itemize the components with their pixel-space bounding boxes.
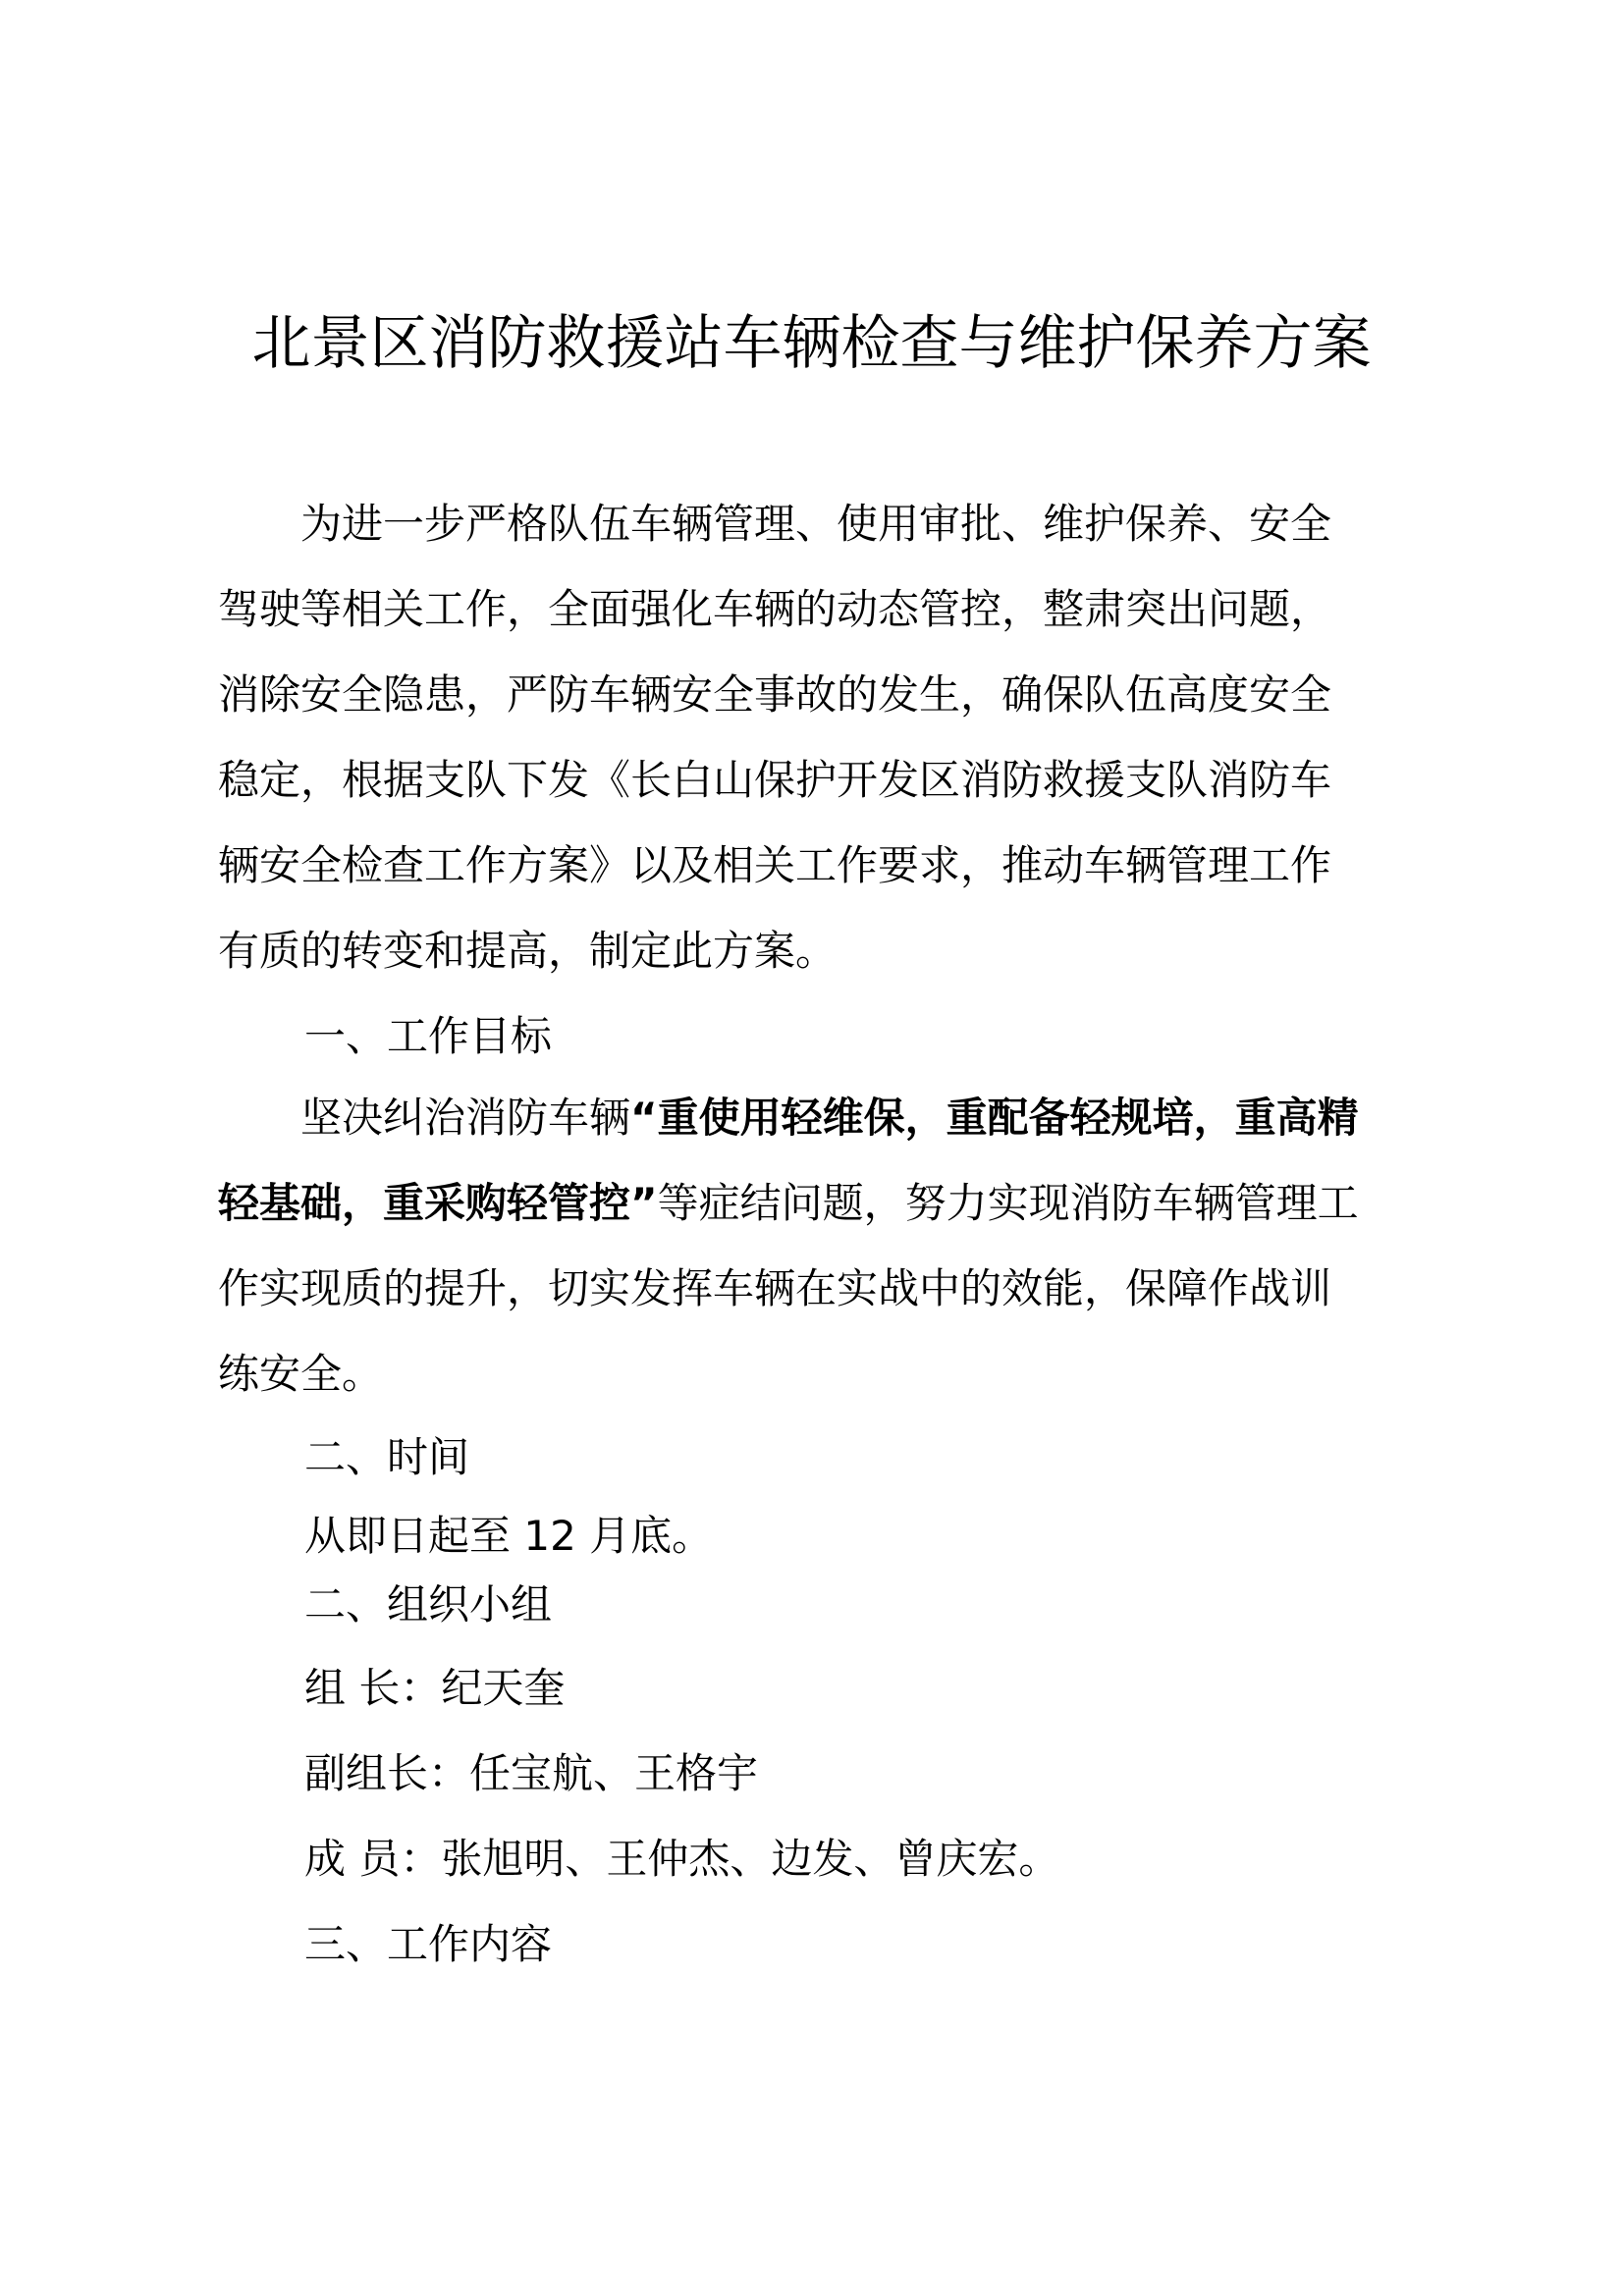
section-heading-goal: 一、工作目标	[304, 1012, 553, 1060]
intro-line: 驾驶等相关工作，全面强化车辆的动态管控，整肃突出问题，	[218, 585, 1332, 633]
team-leader: 组 长：纪天奎	[304, 1664, 566, 1712]
goal-line: 练安全。	[218, 1350, 384, 1398]
goal-text: 等症结问题，努力实现消防车辆管理工	[657, 1179, 1359, 1227]
intro-line: 辆安全检查工作方案》以及相关工作要求，推动车辆管理工作	[218, 841, 1332, 889]
goal-emphasis: 轻基础，重采购轻管控”	[218, 1179, 658, 1227]
goal-emphasis: “重使用轻维保，重配备轻规培，重高精	[630, 1094, 1359, 1142]
section-heading-time: 二、时间	[304, 1433, 470, 1481]
goal-line: 作实现质的提升，切实发挥车辆在实战中的效能，保障作战训	[218, 1264, 1332, 1312]
document-title: 北景区消防救援站车辆检查与维护保养方案	[251, 309, 1372, 378]
time-text: 从即日起至 12 月底。	[304, 1512, 714, 1560]
intro-line: 有质的转变和提高，制定此方案。	[218, 927, 838, 975]
goal-text: 坚决纠治消防车辆	[218, 1094, 631, 1142]
team-deputy-leader: 副组长：任宝航、王格宇	[304, 1749, 759, 1797]
goal-line	[218, 1160, 1421, 1246]
intro-line: 稳定，根据支队下发《长白山保护开发区消防救援支队消防车	[218, 756, 1332, 804]
section-heading-team: 二、组织小组	[304, 1580, 553, 1629]
team-members: 成 员：张旭明、王仲杰、边发、曾庆宏。	[304, 1835, 1060, 1883]
goal-paragraph	[218, 1075, 1421, 1416]
section-heading-content: 三、工作内容	[304, 1920, 553, 1968]
intro-paragraph	[218, 481, 1421, 1079]
intro-line: 消除安全隐患，严防车辆安全事故的发生，确保队伍高度安全	[218, 670, 1332, 719]
intro-line: 为进一步严格队伍车辆管理、使用审批、维护保养、安全	[218, 500, 1332, 548]
goal-line	[218, 1075, 1421, 1160]
